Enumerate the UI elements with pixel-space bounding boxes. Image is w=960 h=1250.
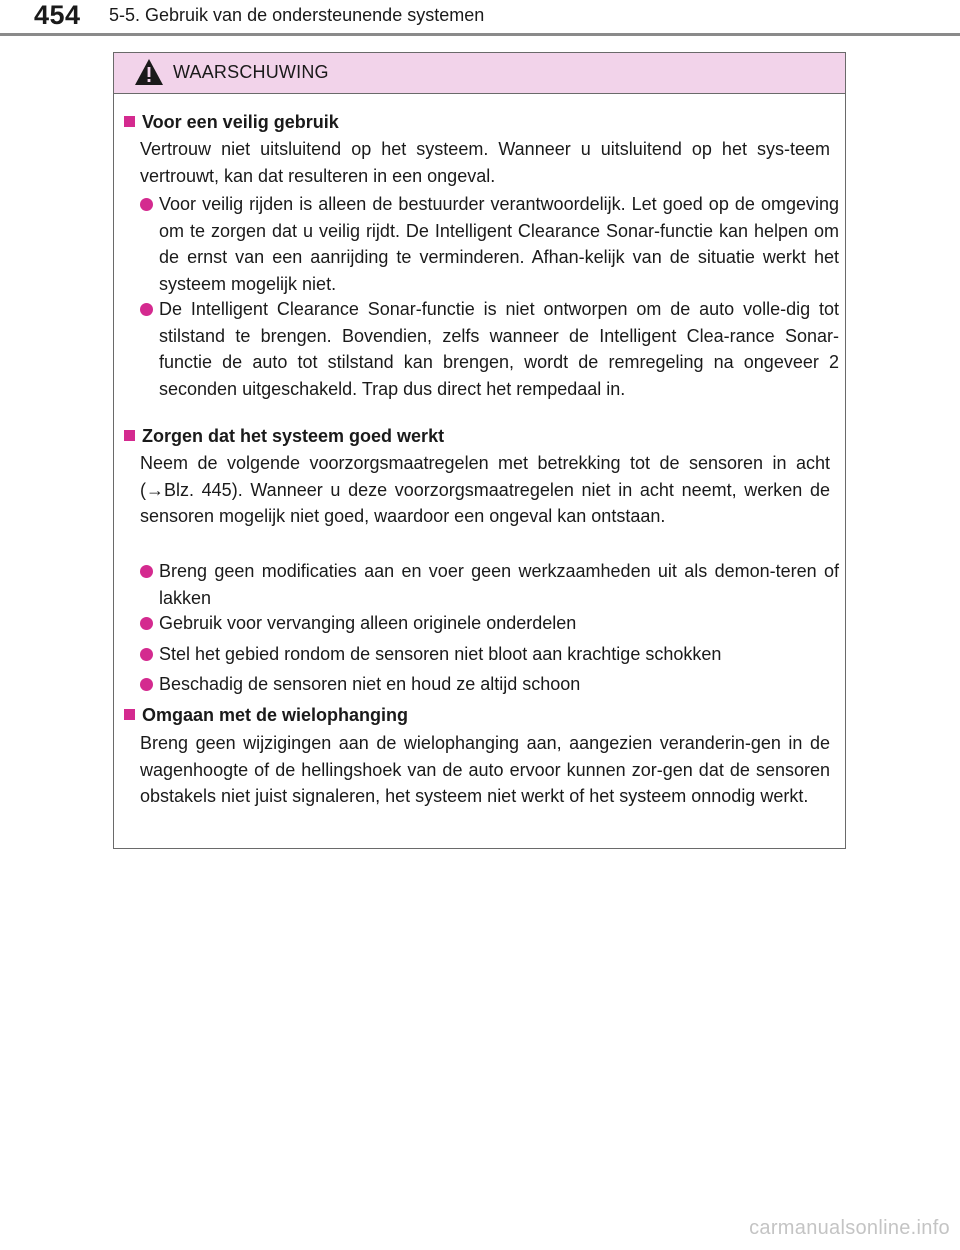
square-bullet-icon xyxy=(124,116,135,127)
section-heading xyxy=(124,109,339,136)
list-item-text: Gebruik voor vervanging alleen originele onderdelen xyxy=(159,613,577,633)
section-heading-text: Omgaan met de wielophanging xyxy=(142,705,409,725)
list-item xyxy=(140,610,839,637)
warning-header xyxy=(114,53,845,94)
section-heading-text: Voor een veilig gebruik xyxy=(142,112,339,132)
square-bullet-icon xyxy=(124,709,135,720)
list-item xyxy=(140,558,839,611)
round-bullet-icon xyxy=(140,565,153,578)
list-item-text: De Intelligent Clearance Sonar-functie is niet ontworpen om de auto volle-dig tot stilstand te brengen. Bovendien, zelfs wanneer de Intelligent Clea-rance Sonar-functie de auto tot stilstand kan brengen, wordt de remregeling na ongeveer 2 seconden uitgeschakeld. Trap dus direct het rempedaal in. xyxy=(159,299,839,399)
list-item-text: Stel het gebied rondom de sensoren niet bloot aan krachtige schokken xyxy=(159,644,722,664)
list-item xyxy=(140,641,839,668)
list-item xyxy=(140,191,839,297)
list-item xyxy=(140,671,839,698)
round-bullet-icon xyxy=(140,678,153,691)
section-paragraph: Breng geen wijzigingen aan de wielophanging aan, aangezien veranderin-gen in de wagenhoogte of de hellingshoek van de auto ervoor kunnen zor-gen dat de sensoren obstakels niet juist signaleren, het systeem niet werkt of het systeem onnodig werkt. xyxy=(140,733,830,806)
round-bullet-icon xyxy=(140,648,153,661)
list-item-text: Breng geen modificaties aan en voer geen werkzaamheden uit als demon-teren of lakken xyxy=(159,561,839,608)
section-heading xyxy=(124,423,444,450)
round-bullet-icon xyxy=(140,198,153,211)
warning-title: WAARSCHUWING xyxy=(173,62,329,82)
round-bullet-icon xyxy=(140,617,153,630)
page-number: 454 xyxy=(34,0,81,30)
list-item xyxy=(140,296,839,402)
round-bullet-icon xyxy=(140,303,153,316)
section-heading-text: Zorgen dat het systeem goed werkt xyxy=(142,426,445,446)
list-item-text: Voor veilig rijden is alleen de bestuurder verantwoordelijk. Let goed op de omgeving om te zorgen dat u veilig rijdt. De Intelligent Clearance Sonar-functie kan helpen om de ernst van een aanrijding te verminderen. Afhan-kelijk van de situatie werkt het systeem mogelijk niet. xyxy=(159,194,839,294)
square-bullet-icon xyxy=(124,430,135,441)
section-title: 5-5. Gebruik van de ondersteunende systemen xyxy=(109,5,485,25)
list-item-text: Beschadig de sensoren niet en houd ze altijd schoon xyxy=(159,674,581,694)
watermark: carmanualsonline.info xyxy=(749,1217,950,1239)
page-header xyxy=(0,0,960,40)
section-paragraph: Neem de volgende voorzorgsmaatregelen met betrekking tot de sensoren in acht (→Blz. 445). Wanneer u deze voorzorgsmaatregelen niet in acht neemt, werken de sensoren mogelijk niet goed, waardoor een ongeval kan ontstaan. xyxy=(140,453,830,526)
warning-triangle-icon xyxy=(134,58,164,86)
header-rule xyxy=(0,33,960,36)
section-paragraph: Vertrouw niet uitsluitend op het systeem. Wanneer u uitsluitend op het sys-teem vertrouwt, kan dat resulteren in een ongeval. xyxy=(140,139,830,186)
section-heading xyxy=(124,702,408,729)
warning-box xyxy=(113,52,846,849)
